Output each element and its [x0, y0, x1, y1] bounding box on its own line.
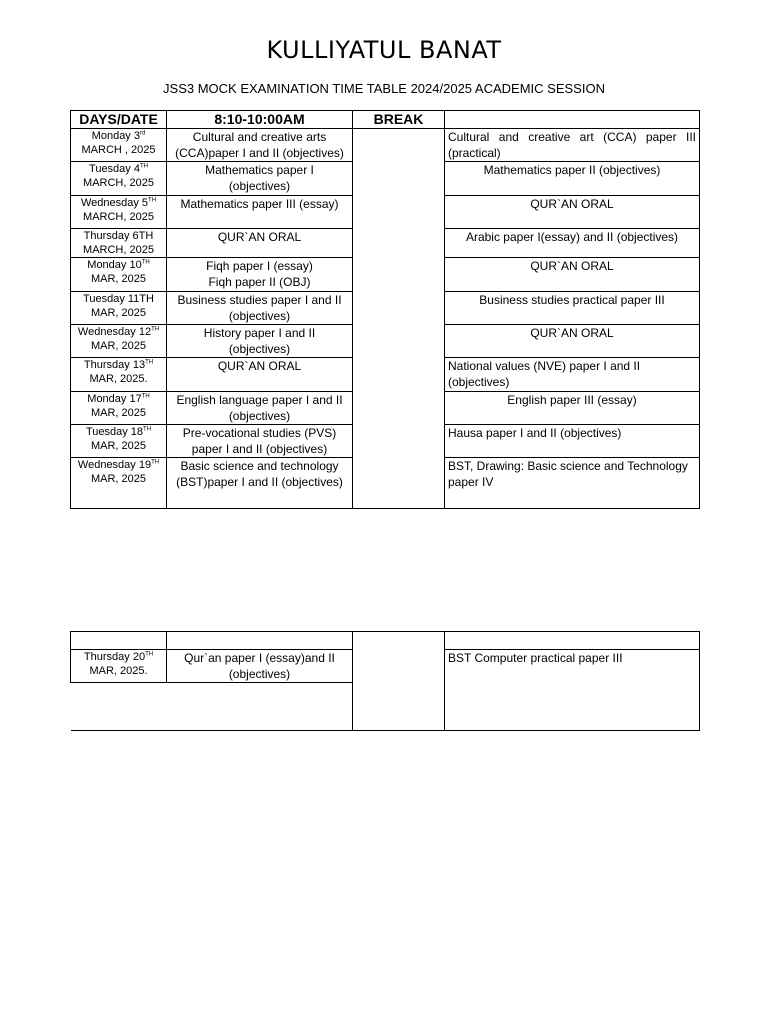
blank-row: [71, 632, 700, 650]
morning-cell: Cultural and creative arts (CCA)paper I and II (objectives): [167, 129, 353, 162]
timetable-continued: [70, 631, 700, 731]
col-break-header: BREAK: [353, 111, 445, 129]
afternoon-cell: Arabic paper I(essay) and II (objectives): [445, 229, 700, 258]
day-cell: Monday 3rd MARCH , 2025: [71, 129, 167, 162]
afternoon-cell: National values (NVE) paper I and II (objectives): [445, 358, 700, 392]
col-morning-header: 8:10-10:00AM: [167, 111, 353, 129]
break-cell: [353, 129, 445, 509]
afternoon-cell: Hausa paper I and II (objectives): [445, 425, 700, 458]
afternoon-cell: Business studies practical paper III: [445, 292, 700, 325]
header-row: [71, 111, 700, 129]
timetable: [70, 110, 700, 509]
break-cell: [353, 632, 445, 731]
day-cell: Wednesday 19TH MAR, 2025: [71, 458, 167, 509]
col-days-header: DAYS/DATE: [71, 111, 167, 129]
day-cell: Wednesday 5TH MARCH, 2025: [71, 196, 167, 229]
afternoon-cell: QUR`AN ORAL: [445, 325, 700, 358]
day-cell: Monday 17TH MAR, 2025: [71, 392, 167, 425]
morning-cell: QUR`AN ORAL: [167, 358, 353, 392]
morning-cell: Mathematics paper I (objectives): [167, 162, 353, 196]
school-title: KULLIYATUL BANAT: [266, 36, 502, 64]
day-cell: Tuesday 11TH MAR, 2025: [71, 292, 167, 325]
day-cell: Tuesday 4TH MARCH, 2025: [71, 162, 167, 196]
afternoon-cell: QUR`AN ORAL: [445, 196, 700, 229]
morning-cell: Basic science and technology (BST)paper I and II (objectives): [167, 458, 353, 509]
afternoon-cell: Mathematics paper II (objectives): [445, 162, 700, 196]
afternoon-cell: English paper III (essay): [445, 392, 700, 425]
afternoon-cell: Cultural and creative art (CCA) paper III (practical): [445, 129, 700, 162]
morning-cell: Pre-vocational studies (PVS) paper I and II (objectives): [167, 425, 353, 458]
morning-cell: Mathematics paper III (essay): [167, 196, 353, 229]
day-cell: Thursday 13TH MAR, 2025.: [71, 358, 167, 392]
col-afternoon-header: [445, 111, 700, 129]
day-cell: Thursday 20TH MAR, 2025.: [71, 650, 167, 683]
timetable-body: [71, 129, 700, 509]
afternoon-cell: BST Computer practical paper III: [445, 650, 700, 731]
day-cell: Tuesday 18TH MAR, 2025: [71, 425, 167, 458]
morning-cell: Qur`an paper I (essay)and II (objectives): [167, 650, 353, 683]
timetable-subtitle: JSS3 MOCK EXAMINATION TIME TABLE 2024/2025 ACADEMIC SESSION: [163, 81, 605, 96]
morning-cell: Business studies paper I and II (objectives): [167, 292, 353, 325]
day-cell: Wednesday 12TH MAR, 2025: [71, 325, 167, 358]
table-row: [71, 129, 700, 162]
morning-cell: Fiqh paper I (essay) Fiqh paper II (OBJ): [167, 258, 353, 292]
morning-cell: QUR`AN ORAL: [167, 229, 353, 258]
afternoon-cell: QUR`AN ORAL: [445, 258, 700, 292]
day-cell: Thursday 6TH MARCH, 2025: [71, 229, 167, 258]
day-cell: Monday 10TH MAR, 2025: [71, 258, 167, 292]
afternoon-cell: BST, Drawing: Basic science and Technology paper IV: [445, 458, 700, 509]
morning-cell: English language paper I and II (objectives): [167, 392, 353, 425]
morning-cell: History paper I and II (objectives): [167, 325, 353, 358]
